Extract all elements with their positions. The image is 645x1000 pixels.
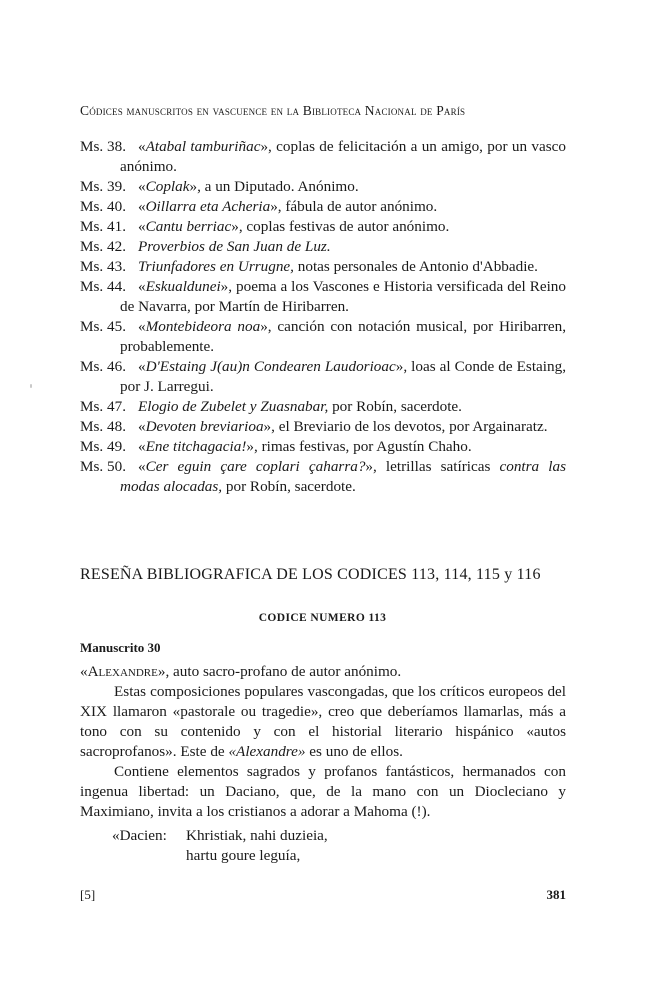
manuscript-title: Coplak <box>145 178 190 195</box>
manuscript-label: Manuscrito 30 <box>80 640 161 655</box>
manuscript-entry <box>80 417 566 437</box>
manuscript-description: », canción con notación musical, por Hiribarren, probablemente. <box>120 318 567 355</box>
manuscript-description: », rimas festivas, por Agustín Chaho. <box>246 438 472 455</box>
manuscript-entry <box>80 457 566 497</box>
manuscript-number: Ms. 45. <box>80 318 126 335</box>
manuscript-entry <box>80 437 566 457</box>
manuscript-number: Ms. 38. <box>80 138 126 155</box>
manuscript-title: Atabal tamburiñac <box>145 138 261 155</box>
manuscript-description: por Robín, sacerdote. <box>222 478 356 495</box>
manuscript-title: Eskualdunei <box>145 278 221 295</box>
margin-mark <box>30 384 32 388</box>
paragraph-1-rest: , auto sacro-profano de autor anónimo. <box>165 663 402 680</box>
manuscript-description: », coplas festivas de autor anónimo. <box>231 218 450 235</box>
manuscript-entry <box>80 177 566 197</box>
footer-signature: [5] <box>80 887 96 902</box>
paragraph-1 <box>80 662 566 682</box>
manuscript-entry <box>80 137 566 177</box>
manuscript-description: « <box>138 178 146 195</box>
manuscript-number: Ms. 40. <box>80 198 126 215</box>
manuscript-description: », loas al Conde de Estaing, por J. Larregui. <box>120 358 566 395</box>
manuscript-description: « <box>138 458 146 475</box>
manuscript-number: Ms. 44. <box>80 278 126 295</box>
manuscript-description: », poema a los Vascones e Historia versificada del Reino de Navarra, por Martín de Hiribarren. <box>120 278 566 315</box>
manuscript-description: », el Breviario de los devotos, por Argainaratz. <box>263 418 548 435</box>
manuscript-title: Devoten breviarioa <box>145 418 264 435</box>
manuscript-title: Cer eguin çare coplari çaharra? <box>145 458 366 475</box>
paragraph-2-text: Estas composiciones populares vascongadas, que los críticos europeos del XIX llamaron «pastorale ou tragedie», creo que deberíamos llamarlas, más a tono con su contenido y con el historial literario hispánico «autos sacroprofanos». Este de <box>80 683 566 760</box>
manuscript-entry <box>80 257 566 277</box>
paragraph-2 <box>80 682 566 762</box>
paragraph-3: Contiene elementos sagrados y profanos fantásticos, hermanados con ingenua libertad: un Daciano, que, de la mano con un Diocleciano y Maximiano, invita a los cristianos a adorar a Mahoma (!). <box>80 763 566 820</box>
verse-line-1: Khristiak, nahi duzieia, <box>186 827 328 844</box>
paragraph-2-italic: «Alexandre» <box>228 743 306 760</box>
manuscript-entry <box>80 237 566 257</box>
work-title: «Alexandre» <box>80 663 166 680</box>
manuscript-description: « <box>138 438 146 455</box>
manuscript-description: notas personales de Antonio d'Abbadie. <box>293 258 538 275</box>
paragraph-2-end: es uno de ellos. <box>305 743 403 760</box>
manuscript-title: Proverbios de San Juan de Luz. <box>138 238 331 255</box>
manuscript-description: « <box>138 358 146 375</box>
manuscript-description: », letrillas satíricas <box>365 458 500 475</box>
manuscript-entry <box>80 197 566 217</box>
section-title: RESEÑA BIBLIOGRAFICA DE LOS CODICES 113, 114, 115 y 116 <box>80 566 541 583</box>
manuscript-title: Montebideora noa <box>145 318 261 335</box>
manuscript-title: Ene titchagacia! <box>145 438 247 455</box>
manuscript-title: contra las modas alocadas, <box>120 458 566 495</box>
manuscript-entry <box>80 357 566 397</box>
manuscript-number: Ms. 41. <box>80 218 126 235</box>
manuscript-number: Ms. 50. <box>80 458 126 475</box>
manuscript-list <box>80 137 566 497</box>
manuscript-title: Cantu berriac <box>145 218 232 235</box>
codice-heading: CODICE NUMERO 113 <box>258 612 387 624</box>
manuscript-entry <box>80 217 566 237</box>
manuscript-description: por Robín, sacerdote. <box>328 398 462 415</box>
manuscript-number: Ms. 49. <box>80 438 126 455</box>
manuscript-number: Ms. 43. <box>80 258 126 275</box>
manuscript-number: Ms. 48. <box>80 418 126 435</box>
verse-speaker: «Dacien: <box>112 827 167 844</box>
manuscript-entry <box>80 317 566 357</box>
manuscript-description: « <box>138 218 146 235</box>
manuscript-number: Ms. 47. <box>80 398 126 415</box>
manuscript-title: D'Estaing J(au)n Condearen Laudorioac <box>145 358 396 375</box>
verse-quote <box>112 826 328 866</box>
manuscript-description: », a un Diputado. Anónimo. <box>189 178 359 195</box>
manuscript-description: », fábula de autor anónimo. <box>270 198 438 215</box>
manuscript-description: « <box>138 138 146 155</box>
running-head: Códices manuscritos en vascuence en la Biblioteca Nacional de París <box>80 103 466 118</box>
manuscript-description: », coplas de felicitación a un amigo, por un vasco anónimo. <box>120 138 566 175</box>
manuscript-entry <box>80 277 566 317</box>
manuscript-title: Elogio de Zubelet y Zuasnabar, <box>138 398 329 415</box>
manuscript-title: Triunfadores en Urrugne, <box>138 258 294 275</box>
manuscript-description: « <box>138 418 146 435</box>
manuscript-number: Ms. 42. <box>80 238 126 255</box>
manuscript-title: Oillarra eta Acheria <box>145 198 271 215</box>
manuscript-description: « <box>138 278 146 295</box>
manuscript-number: Ms. 46. <box>80 358 126 375</box>
body-text <box>80 662 566 822</box>
manuscript-entry <box>80 397 566 417</box>
page-number: 381 <box>546 887 566 902</box>
manuscript-description: « <box>138 318 146 335</box>
manuscript-description: « <box>138 198 146 215</box>
manuscript-number: Ms. 39. <box>80 178 126 195</box>
verse-line-2: hartu goure leguía, <box>186 847 301 864</box>
